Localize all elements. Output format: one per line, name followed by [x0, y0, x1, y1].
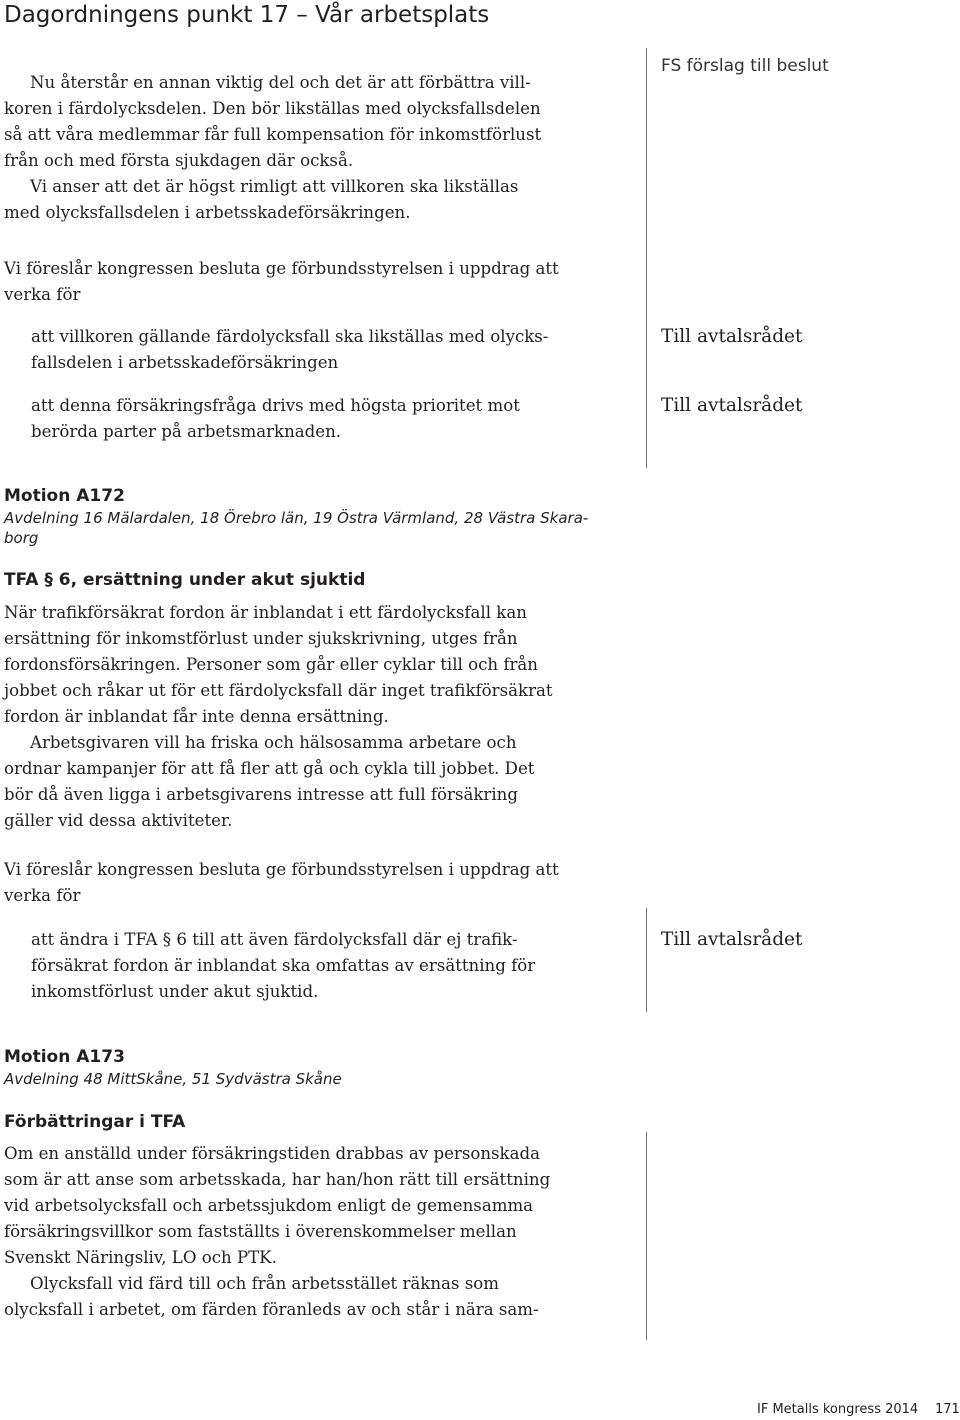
- body-line: försäkringsvillkor som fastställts i överenskommelser mellan: [4, 1222, 517, 1241]
- footer-publication: IF Metalls kongress 2014: [757, 1402, 919, 1417]
- body-line: vid arbetsolycksfall och arbetssjukdom enligt de gemensamma: [4, 1196, 534, 1215]
- proposal-item-line: inkomstförlust under akut sjuktid.: [31, 982, 319, 1001]
- body-line: gäller vid dessa aktiviteter.: [4, 811, 233, 830]
- body-line: Svenskt Näringsliv, LO och PTK.: [4, 1248, 277, 1267]
- column-divider-top: [646, 48, 647, 468]
- proposal-item: [31, 927, 535, 1005]
- intro-line: koren i färdolycksdelen. Den bör likställas med olycksfallsdelen: [4, 99, 541, 118]
- motion-subtitle-line: borg: [4, 529, 39, 547]
- decision-label: Till avtalsrådet: [661, 395, 803, 416]
- body-line: ersättning för inkomstförlust under sjukskrivning, utges från: [4, 629, 518, 648]
- intro-line: Vi anser att det är högst rimligt att villkoren ska likställas: [30, 177, 519, 196]
- page-title: Dagordningens punkt 17 – Vår arbetsplats: [4, 2, 490, 28]
- motion-heading: Motion A172: [4, 486, 125, 506]
- proposal-item-line: att ändra i TFA § 6 till att även färdolycksfall där ej trafik-: [31, 930, 518, 949]
- proposal-item-line: att villkoren gällande färdolycksfall ska likställas med olycks-: [31, 327, 549, 346]
- intro-line: från och med första sjukdagen där också.: [4, 151, 354, 170]
- body-line: Arbetsgivaren vill ha friska och hälsosamma arbetare och: [30, 733, 517, 752]
- intro-line: Nu återstår en annan viktig del och det är att förbättra vill-: [30, 73, 531, 92]
- proposal-item-line: fallsdelen i arbetsskadeförsäkringen: [31, 353, 339, 372]
- body-line: Olycksfall vid färd till och från arbetsstället räknas som: [30, 1274, 499, 1293]
- intro-line: så att våra medlemmar får full kompensation för inkomstförlust: [4, 125, 542, 144]
- proposal-item-line: att denna försäkringsfråga drivs med högsta prioritet mot: [31, 396, 520, 415]
- body-line: olycksfall i arbetet, om färden föranleds av och står i nära sam-: [4, 1300, 539, 1319]
- motion-subtitle: Avdelning 48 MittSkåne, 51 Sydvästra Skåne: [4, 1070, 342, 1088]
- body-line: som är att anse som arbetsskada, har han/hon rätt till ersättning: [4, 1170, 551, 1189]
- body-line: När trafikförsäkrat fordon är inblandat i ett färdolycksfall kan: [4, 603, 527, 622]
- section-title: TFA § 6, ersättning under akut sjuktid: [4, 570, 366, 590]
- proposal-item-2: [31, 393, 520, 445]
- proposal-lead: [4, 256, 559, 308]
- body-line: fordonsförsäkringen. Personer som går eller cyklar till och från: [4, 655, 538, 674]
- side-column-header: FS förslag till beslut: [661, 56, 829, 76]
- motion-subtitle-line: Avdelning 16 Mälardalen, 18 Örebro län, 19 Östra Värmland, 28 Västra Skara-: [4, 509, 589, 527]
- proposal-lead-line: Vi föreslår kongressen besluta ge förbundsstyrelsen i uppdrag att: [4, 259, 559, 278]
- proposal-lead-line: Vi föreslår kongressen besluta ge förbundsstyrelsen i uppdrag att: [4, 860, 559, 879]
- intro-paragraph: [4, 70, 541, 226]
- motion-body: [4, 600, 553, 834]
- decision-label: Till avtalsrådet: [661, 929, 803, 950]
- proposal-lead-line: verka för: [4, 285, 81, 304]
- decision-label: Till avtalsrådet: [661, 326, 803, 347]
- motion-heading: Motion A173: [4, 1047, 125, 1067]
- footer-page-number: 171: [935, 1402, 960, 1417]
- body-line: fordon är inblandat får inte denna ersättning.: [4, 707, 389, 726]
- proposal-item-line: berörda parter på arbetsmarknaden.: [31, 422, 342, 441]
- body-line: ordnar kampanjer för att få fler att gå och cykla till jobbet. Det: [4, 759, 535, 778]
- column-divider-middle: [646, 908, 647, 1012]
- body-line: Om en anställd under försäkringstiden drabbas av personskada: [4, 1144, 541, 1163]
- body-line: jobbet och råkar ut för ett färdolycksfall där inget trafikförsäkrat: [4, 681, 553, 700]
- proposal-item-line: försäkrat fordon är inblandat ska omfattas av ersättning för: [31, 956, 536, 975]
- proposal-lead: [4, 857, 559, 909]
- intro-line: med olycksfallsdelen i arbetsskadeförsäkringen.: [4, 203, 411, 222]
- proposal-item-1: [31, 324, 548, 376]
- column-divider-bottom: [646, 1132, 647, 1340]
- motion-body: [4, 1141, 550, 1323]
- section-title: Förbättringar i TFA: [4, 1112, 186, 1132]
- proposal-lead-line: verka för: [4, 886, 81, 905]
- body-line: bör då även ligga i arbetsgivarens intresse att full försäkring: [4, 785, 518, 804]
- motion-subtitle: [4, 508, 588, 548]
